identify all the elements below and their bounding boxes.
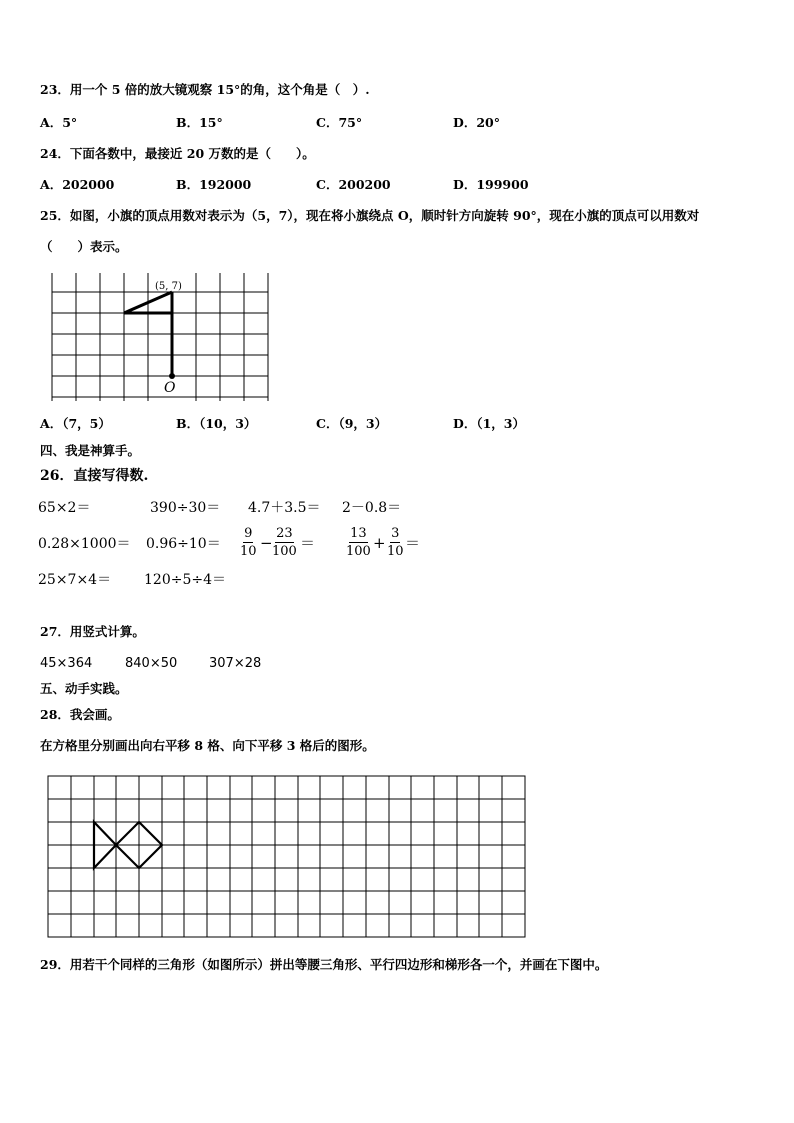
q25-option-c: C．（9，3） (316, 416, 388, 431)
q26-expr-1: 65×2＝ (38, 500, 91, 516)
q26-frac1-eq: ＝ (300, 534, 316, 552)
q26-frac2-op: + (373, 534, 386, 552)
q25-option-b: B．（10，3） (176, 416, 257, 431)
origin-label: O (164, 380, 176, 396)
q27-item-3: 307×28 (209, 656, 262, 671)
q26-expr-8: 120÷5÷4＝ (144, 572, 226, 588)
q23-stem: 23．用一个 5 倍的放大镜观察 15°的角，这个角是（ ）. (40, 82, 370, 97)
q26-title: 26．直接写得数. (40, 468, 149, 484)
q26-expr-5: 0.28×1000＝ (38, 536, 131, 552)
q25-stem-line1: 25．如图，小旗的顶点用数对表示为（5，7），现在将小旗绕点 O，顺时针方向旋转 90°，现在小旗的顶点可以用数对 (40, 208, 700, 223)
q23-option-c: C．75° (316, 115, 363, 130)
q25-stem-line2: （ ）表示。 (40, 239, 128, 254)
q26-frac2-b: $\frac{3}{10}$ (387, 526, 404, 559)
q24-option-b: B．192000 (176, 177, 252, 192)
q24-option-d: D．199900 (453, 177, 529, 192)
q26-expr-3: 4.7＋3.5＝ (248, 500, 321, 516)
q26-frac1-a: $\frac{9}{10}$ (240, 526, 257, 559)
q28-instruction: 在方格里分别画出向右平移 8 格、向下平移 3 格后的图形。 (40, 738, 375, 753)
q28-title: 28．我会画。 (40, 707, 120, 722)
q26-expr-6: 0.96÷10＝ (146, 536, 221, 552)
q26-frac2-a: $\frac{13}{100}$ (346, 526, 371, 559)
flag-vertex-label: (5, 7) (155, 281, 182, 292)
section-5-heading: 五、动手实践。 (40, 681, 128, 696)
section-4-heading: 四、我是神算手。 (40, 443, 141, 458)
q26-expr-2: 390÷30＝ (150, 500, 221, 516)
q24-stem: 24．下面各数中，最接近 20 万数的是（ ）。 (40, 146, 315, 161)
q23-option-d: D．20° (453, 115, 500, 130)
q23-option-a: A．5° (40, 115, 78, 130)
q25-option-d: D．（1，3） (453, 416, 525, 431)
q27-item-1: 45×364 (40, 656, 93, 671)
q26-expr-7: 25×7×4＝ (38, 572, 112, 588)
q27-item-2: 840×50 (125, 656, 178, 671)
q26-expr-4: 2－0.8＝ (342, 500, 402, 516)
q29-stem: 29．用若干个同样的三角形（如图所示）拼出等腰三角形、平行四边形和梯形各一个，并画在下图中。 (40, 957, 608, 972)
q26-frac1-op: − (260, 534, 273, 552)
q26-frac2-eq: ＝ (405, 534, 421, 552)
q25-option-a: A．（7，5） (40, 416, 111, 431)
q27-title: 27．用竖式计算。 (40, 624, 145, 639)
q23-option-b: B．15° (176, 115, 223, 130)
q24-option-c: C．200200 (316, 177, 391, 192)
q24-option-a: A．202000 (40, 177, 115, 192)
q26-frac1-b: $\frac{23}{100}$ (272, 526, 297, 559)
